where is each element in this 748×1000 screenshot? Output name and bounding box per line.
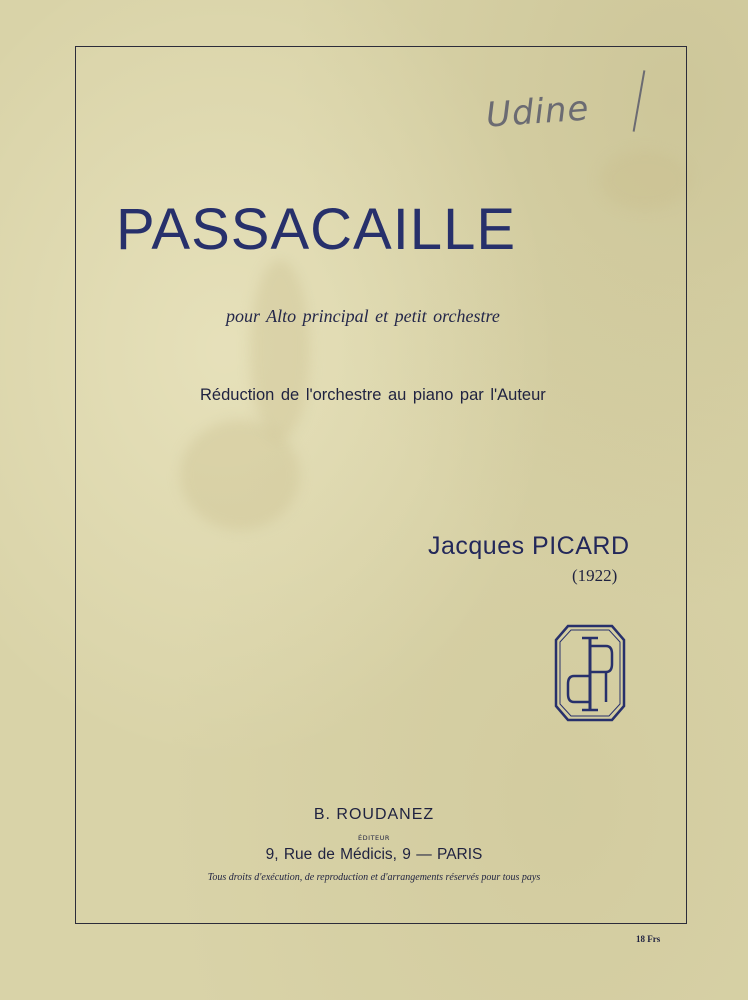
page-title: PASSACAILLE	[116, 197, 517, 262]
publisher-name: B. ROUDANEZ	[313, 806, 435, 823]
publisher-address: 9, Rue de Médicis, 9 — PARIS	[265, 846, 483, 863]
composer-name: Jacques PICARD	[428, 532, 630, 560]
subtitle: pour Alto principal et petit orchestre	[226, 306, 500, 326]
handwritten-note: Udine	[484, 88, 591, 136]
page-frame	[75, 46, 687, 924]
reduction-note: Réduction de l'orchestre au piano par l'Auteur	[200, 386, 546, 404]
price-label: 18 Frs	[636, 934, 661, 944]
rights-notice: Tous droits d'exécution, de reproduction et d'arrangements réservés pour tous pays	[207, 872, 541, 883]
composition-year: (1922)	[572, 566, 618, 585]
publisher-role: ÉDITEUR	[358, 834, 390, 842]
publisher-monogram-logo	[554, 624, 626, 726]
